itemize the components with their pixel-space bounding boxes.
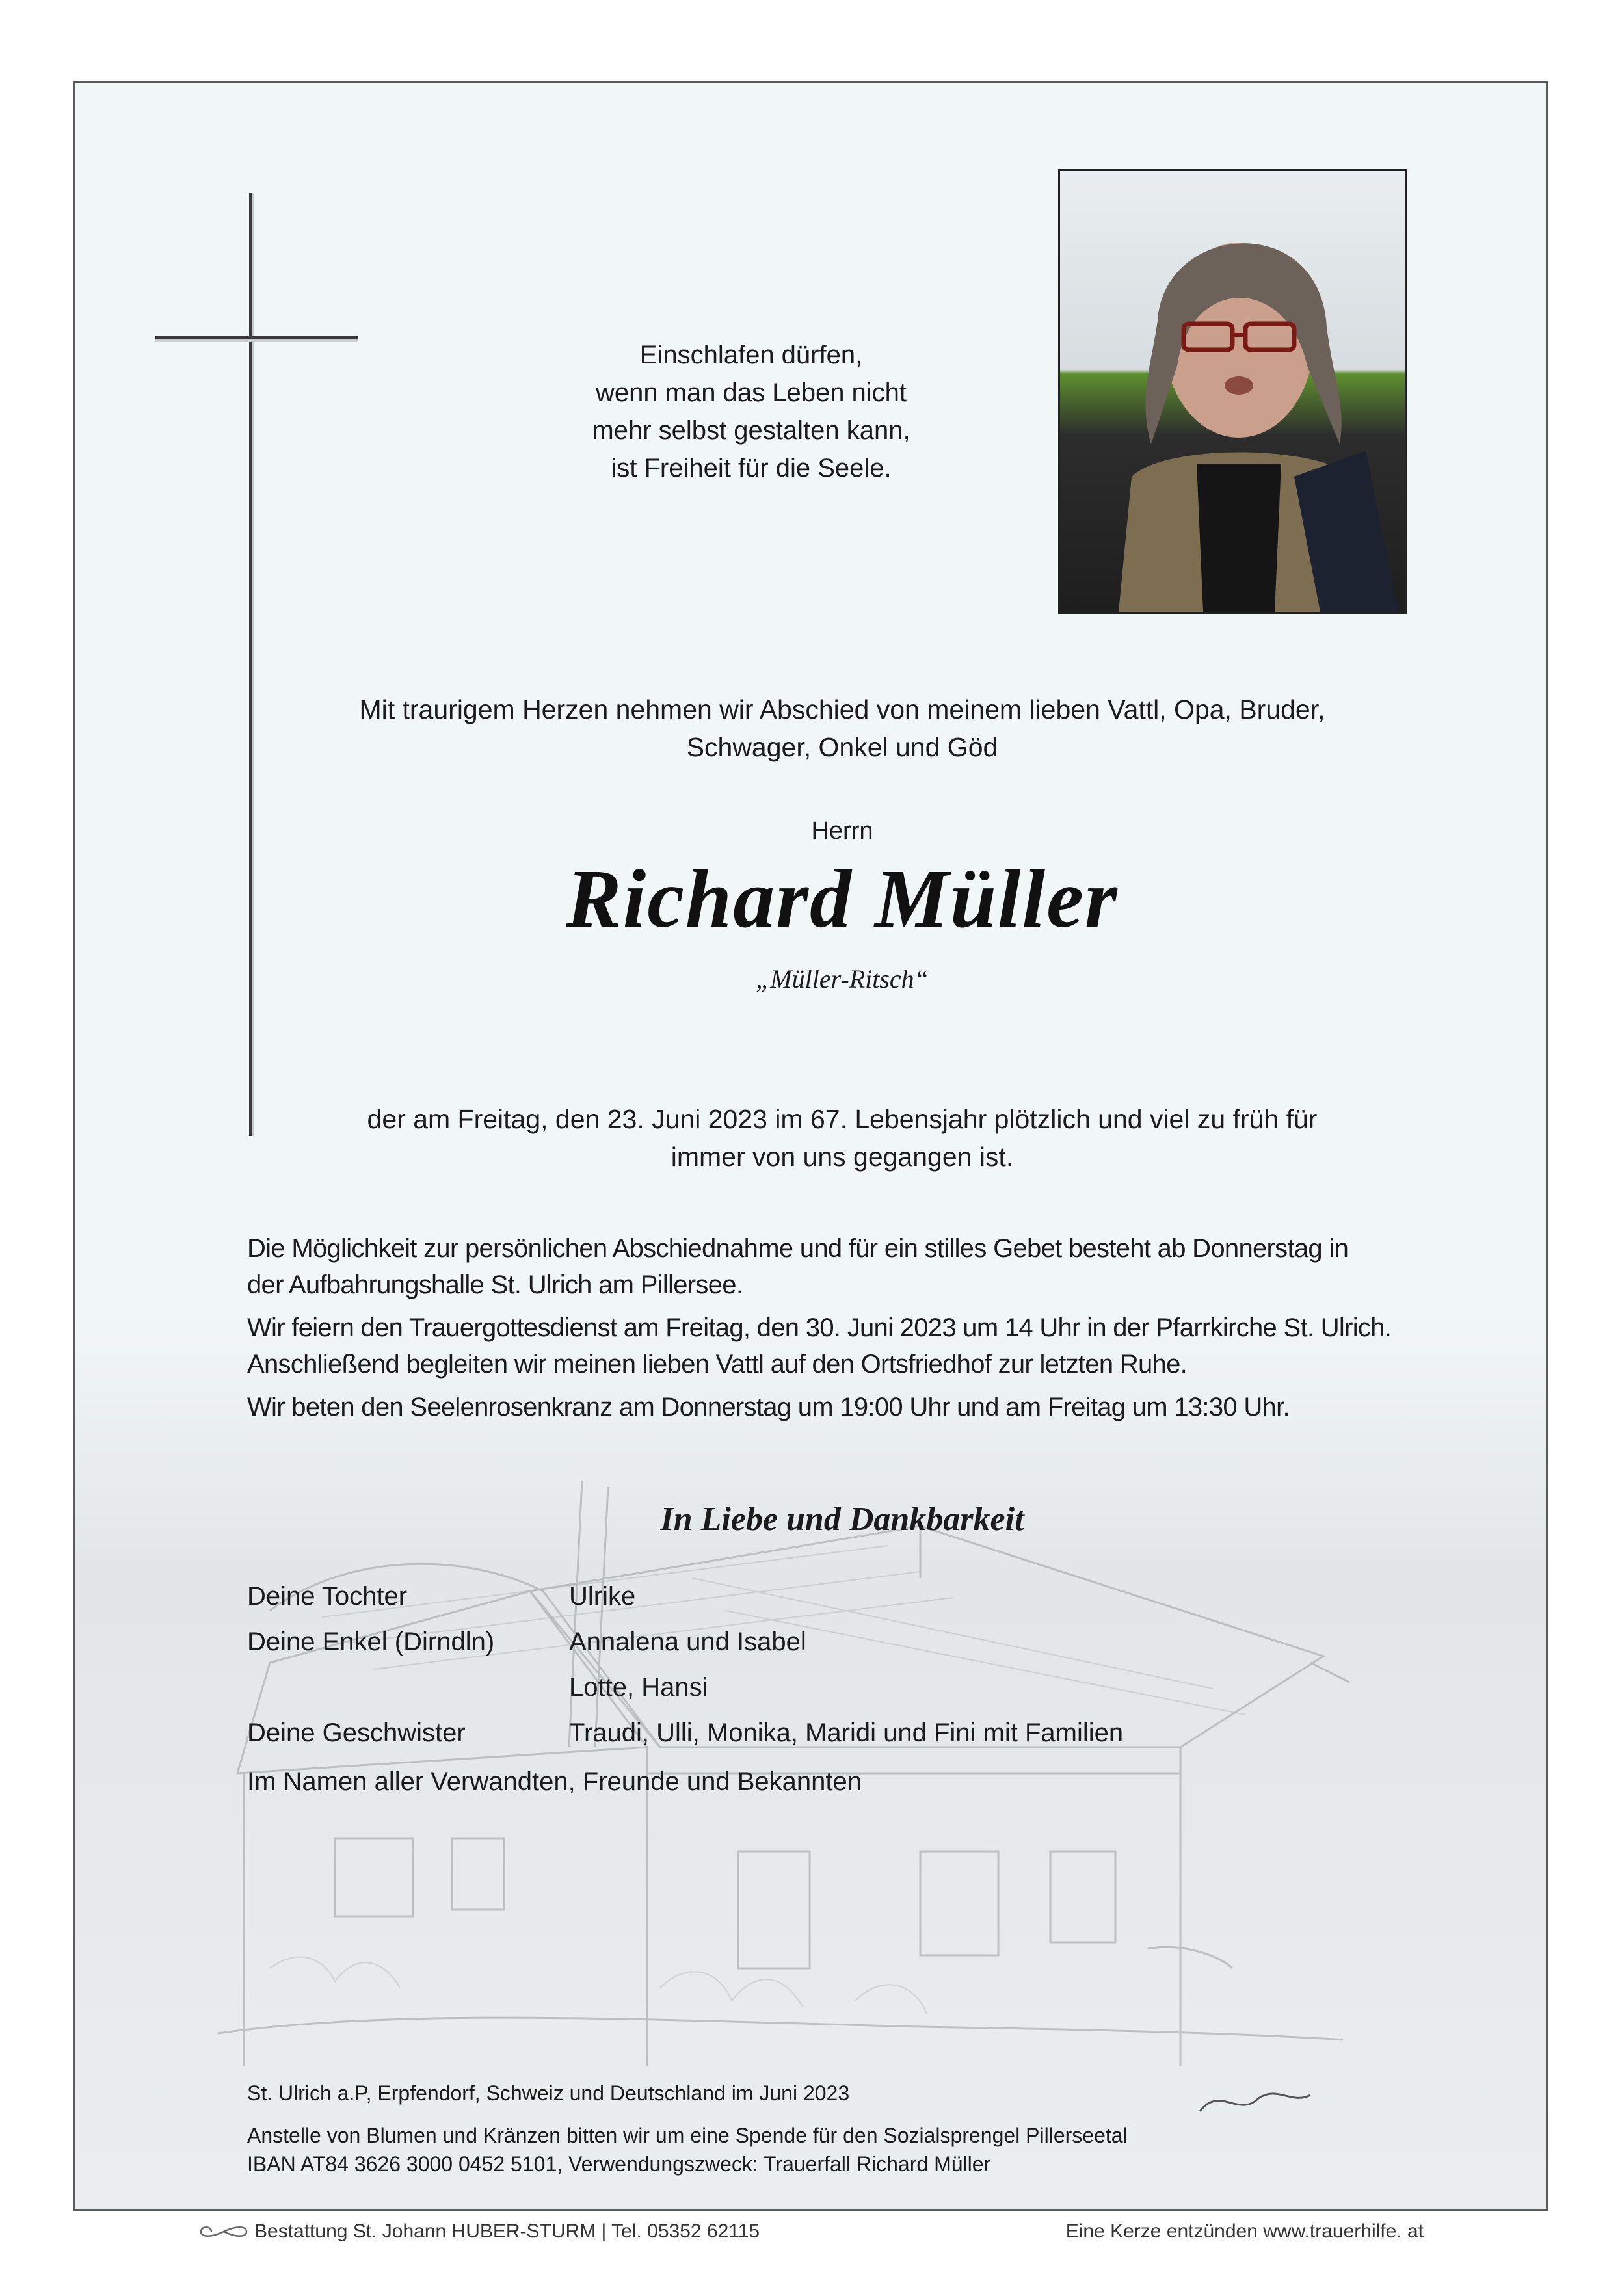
detail-line: der Aufbahrungshalle St. Ulrich am Pillersee. xyxy=(247,1271,743,1299)
infinity-logo-icon xyxy=(198,2223,249,2240)
death-notice xyxy=(289,1100,1395,1176)
intro-line: Mit traurigem Herzen nehmen wir Abschied von meinem lieben Vattl, Opa, Bruder, xyxy=(359,694,1325,724)
family-relation: Im Namen aller Verwandten, Freunde und Bekannten xyxy=(247,1767,862,1796)
funeral-home-text: Bestattung St. Johann HUBER-STURM | Tel. 05352 62115 xyxy=(254,2221,760,2242)
family-names: Ulrike xyxy=(569,1582,636,1611)
portrait-photo xyxy=(1058,169,1407,614)
detail-line: Die Möglichkeit zur persönlichen Abschiednahme und für ein stilles Gebet besteht ab Donnerstag in xyxy=(247,1234,1349,1263)
donation-line: IBAN AT84 3626 3000 0452 5101, Verwendungszweck: Trauerfall Richard Müller xyxy=(247,2152,991,2176)
intro-line: Schwager, Onkel und Göd xyxy=(686,732,998,762)
deceased-name: Richard Müller xyxy=(566,852,1119,945)
thanks-heading: In Liebe und Dankbarkeit xyxy=(660,1501,1024,1538)
poem-line: mehr selbst gestalten kann, xyxy=(592,416,910,445)
portrait-figure xyxy=(1060,171,1405,612)
poem-line: Einschlafen dürfen, xyxy=(639,341,863,369)
family-names: Lotte, Hansi xyxy=(569,1673,708,1702)
artist-signature-mark xyxy=(1200,2094,1310,2111)
farewell-intro xyxy=(289,691,1395,766)
obituary-card xyxy=(73,81,1548,2211)
poem xyxy=(452,336,1050,487)
poem-line: ist Freiheit für die Seele. xyxy=(611,454,892,482)
family-names: Traudi, Ulli, Monika, Maridi und Fini mit Familien xyxy=(569,1719,1124,1747)
detail-paragraph xyxy=(247,1389,1483,1425)
candle-link[interactable]: Eine Kerze entzünden www.trauerhilfe. at xyxy=(1065,2221,1424,2242)
family-relation: Deine Geschwister xyxy=(247,1719,466,1747)
detail-paragraph xyxy=(247,1310,1483,1382)
cross-vertical-beam xyxy=(249,193,254,1136)
death-line: immer von uns gegangen ist. xyxy=(671,1142,1014,1172)
family-names: Annalena und Isabel xyxy=(569,1628,806,1656)
detail-paragraph xyxy=(247,1230,1483,1303)
service-details xyxy=(247,1230,1483,1432)
detail-line: Wir feiern den Trauergottesdienst am Freitag, den 30. Juni 2023 um 14 Uhr in der Pfarrkirche St. Ulrich. xyxy=(247,1313,1392,1342)
funeral-home-footer xyxy=(198,2221,760,2243)
honorific: Herrn xyxy=(811,817,873,845)
death-line: der am Freitag, den 23. Juni 2023 im 67. Lebensjahr plötzlich und viel zu früh für xyxy=(367,1104,1318,1134)
detail-line: Anschließend begleiten wir meinen lieben Vattl auf den Ortsfriedhof zur letzten Ruhe. xyxy=(247,1350,1188,1379)
family-relation: Deine Tochter xyxy=(247,1582,408,1611)
family-relation: Deine Enkel (Dirndln) xyxy=(247,1628,495,1656)
poem-line: wenn man das Leben nicht xyxy=(595,378,907,407)
place-and-date: St. Ulrich a.P, Erpfendorf, Schweiz und Deutschland im Juni 2023 xyxy=(247,2081,850,2105)
detail-line: Wir beten den Seelenrosenkranz am Donnerstag um 19:00 Uhr und am Freitag um 13:30 Uhr. xyxy=(247,1393,1290,1421)
deceased-nickname: „Müller-Ritsch“ xyxy=(756,964,929,994)
donation-note xyxy=(247,2121,1128,2178)
cross-horizontal-beam xyxy=(155,336,358,342)
donation-line: Anstelle von Blumen und Kränzen bitten wir um eine Spende für den Sozialsprengel Pillerseetal xyxy=(247,2124,1128,2147)
